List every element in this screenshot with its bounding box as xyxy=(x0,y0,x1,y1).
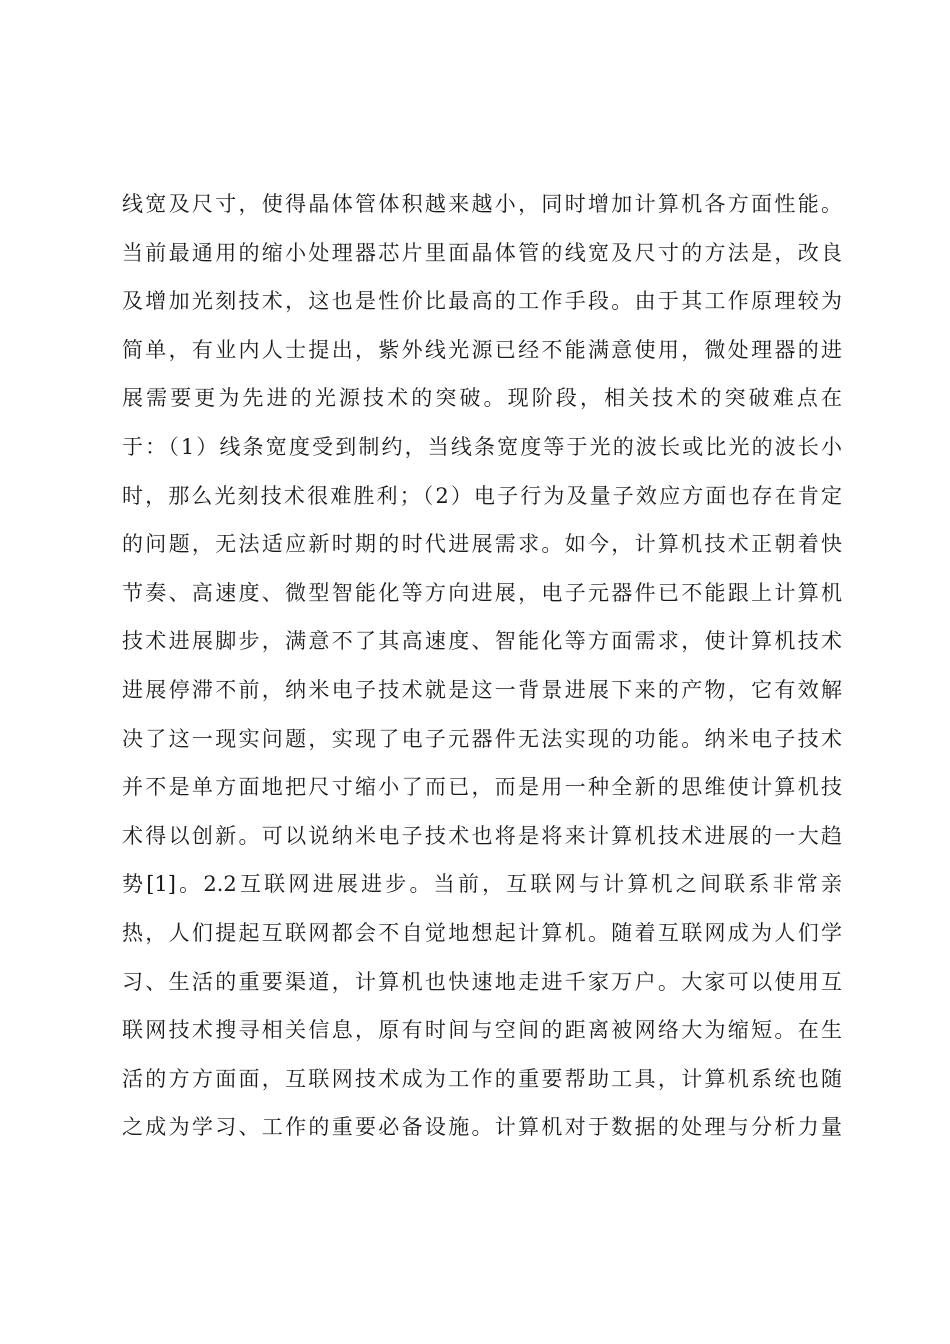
text-line: 术得以创新。可以说纳米电子技术也将是将来计算机技术进展的一大趋 xyxy=(122,823,842,848)
text-line: 习、生活的重要渠道，计算机也快速地走进千家万户。大家可以使用互 xyxy=(122,969,842,994)
text-line: 节奏、高速度、微型智能化等方向进展，电子元器件已不能跟上计算机 xyxy=(122,580,842,605)
text-line: 于：（1）线条宽度受到制约，当线条宽度等于光的波长或比光的波长小 xyxy=(122,434,842,459)
text-line: 时，那么光刻技术很难胜利；（2）电子行为及量子效应方面也存在肯定 xyxy=(122,483,842,508)
text-line: 并不是单方面地把尺寸缩小了而已，而是用一种全新的思维使计算机技 xyxy=(122,775,842,800)
text-line: 及增加光刻技术，这也是性价比最高的工作手段。由于其工作原理较为 xyxy=(122,289,842,314)
text-line: 的问题，无法适应新时期的时代进展需求。如今，计算机技术正朝着快 xyxy=(122,532,842,557)
text-line: 活的方方面面，互联网技术成为工作的重要帮助工具，计算机系统也随 xyxy=(122,1066,842,1091)
text-line: 之成为学习、工作的重要必备设施。计算机对于数据的处理与分析力量 xyxy=(122,1115,842,1140)
text-line: 线宽及尺寸，使得晶体管体积越来越小，同时增加计算机各方面性能。 xyxy=(122,192,842,216)
text-line: 简单，有业内人士提出，紫外线光源已经不能满意使用，微处理器的进 xyxy=(122,337,842,362)
body-paragraph xyxy=(122,180,842,1152)
text-line: 决了这一现实问题，实现了电子元器件无法实现的功能。纳米电子技术 xyxy=(122,726,842,751)
text-line: 进展停滞不前，纳米电子技术就是这一背景进展下来的产物，它有效解 xyxy=(122,677,842,702)
text-line: 技术进展脚步，满意不了其高速度、智能化等方面需求，使计算机技术 xyxy=(122,629,842,654)
text-line: 联网技术搜寻相关信息，原有时间与空间的距离被网络大为缩短。在生 xyxy=(122,1018,842,1043)
text-line: 当前最通用的缩小处理器芯片里面晶体管的线宽及尺寸的方法是，改良 xyxy=(122,240,842,265)
text-line: 热，人们提起互联网都会不自觉地想起计算机。随着互联网成为人们学 xyxy=(122,920,842,945)
text-line: 势[1]。2.2互联网进展进步。当前，互联网与计算机之间联系非常亲 xyxy=(122,872,842,897)
text-line: 展需要更为先进的光源技术的突破。现阶段，相关技术的突破难点在 xyxy=(122,386,842,411)
